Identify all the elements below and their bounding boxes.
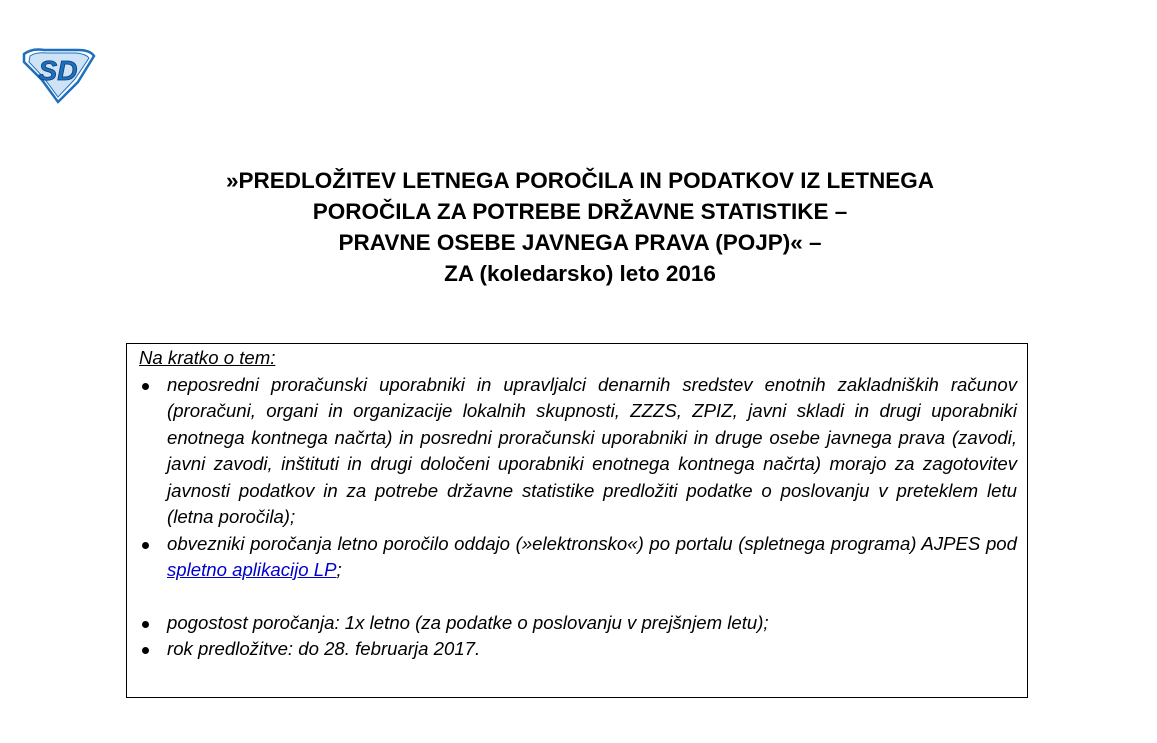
spletno-aplikacijo-lp-link[interactable]: spletno aplikacijo LP bbox=[167, 559, 337, 580]
title-line-2: POROČILA ZA POTREBE DRŽAVNE STATISTIKE – bbox=[312, 199, 848, 224]
sd-shield-logo-icon bbox=[20, 46, 96, 104]
list-item bbox=[139, 372, 1017, 531]
list-item bbox=[139, 636, 1017, 663]
item-text: obvezniki poročanja letno poročilo oddajo (»elektronsko«) po portalu (spletnega programa) AJPES pod bbox=[167, 532, 1017, 554]
svg-text:SD: SD bbox=[38, 55, 78, 86]
item-text-suffix: ; bbox=[336, 559, 342, 580]
item-text: pogostost poročanja: 1x letno (za podatke o poslovanju v prejšnjem letu); bbox=[167, 611, 769, 633]
page-title bbox=[60, 165, 1100, 289]
logo bbox=[20, 46, 96, 104]
list-item bbox=[139, 531, 1017, 584]
summary-heading: Na kratko o tem: bbox=[139, 347, 276, 368]
list-item bbox=[139, 610, 1017, 637]
title-line-1: »PREDLOŽITEV LETNEGA POROČILA IN PODATKOV IZ LETNEGA bbox=[226, 168, 934, 193]
summary-box bbox=[126, 343, 1028, 698]
item-text: neposredni proračunski uporabniki in upravljalci denarnih sredstev enotnih zakladniških računov (proračuni, organi in organizacije lokalnih skupnosti, ZZZS, ZPIZ, javni skladi in drugi uporabniki enotnega kontnega načrta) in posredni proračunski uporabniki in druge osebe javnega prava (zavodi, javni zavodi, inštituti in drugi določeni uporabniki enotnega kontnega načrta) morajo za zagotovitev javnosti podatkov in za potrebe državne statistike predložiti podatke o poslovanju v preteklem letu (letna poročila); bbox=[167, 373, 1017, 527]
item-text: rok predložitve: do 28. februarja 2017. bbox=[167, 638, 481, 659]
title-line-4: ZA (koledarsko) leto 2016 bbox=[444, 261, 716, 286]
title-line-3: PRAVNE OSEBE JAVNEGA PRAVA (POJP)« – bbox=[338, 230, 822, 255]
summary-list bbox=[139, 372, 1017, 663]
